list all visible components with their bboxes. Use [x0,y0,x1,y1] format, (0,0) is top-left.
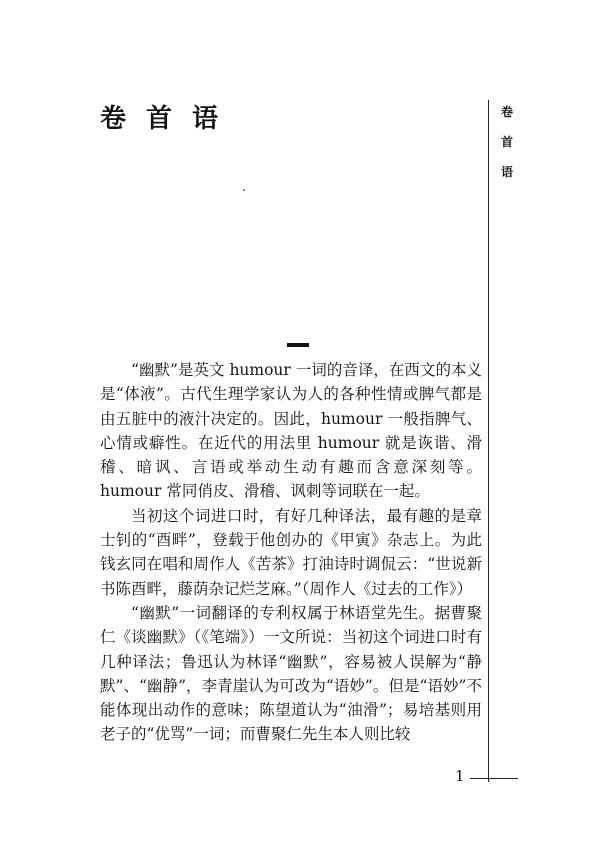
paragraph-3: “幽默”一词翻译的专利权属于林语堂先生。据曹聚仁《谈幽默》（《笔端》）一文所说：当初这个词进口时有几种译法；鲁迅认为林译“幽默”，容易被人误解为“静默”、“幽静”，李青崖认为可改为“语妙”。但是“语妙”不能体现出动作的意味；陈望道认为“油滑”；易培基则用老子的“优骂”一词；而曹聚仁先生本人则比较 [100,603,482,744]
vertical-margin-rule [488,100,489,782]
body-text [100,358,482,747]
scan-speck [243,189,245,191]
page-number: 1 [455,767,465,785]
section-number [287,343,309,347]
running-head: 卷首语 [500,105,513,179]
paragraph-1: “幽默”是英文 humour 一词的音译，在西文的本义是“体液”。古代生理学家认为人的各种性情或脾气都是由五脏中的液汁决定的。因此，humour 一般指脾气、心情或癖性。在近代的用法里 humour 就是诙谐、滑稽、暗讽、言语或举动生动有趣而含意深刻等。humour 常同俏皮、滑稽、讽刺等词联在一起。 [100,361,482,501]
chapter-title: 卷首语 [100,104,239,134]
footer-rule [470,778,518,779]
paragraph-2: 当初这个词进口时，有好几种译法，最有趣的是章士钊的“酉畔”，登载于他创办的《甲寅》杂志上。为此钱玄同在唱和周作人《苦茶》打油诗时调侃云：“世说新书陈酉畔，藤荫杂记烂芝麻。”（周作人《过去的工作》） [100,506,482,598]
